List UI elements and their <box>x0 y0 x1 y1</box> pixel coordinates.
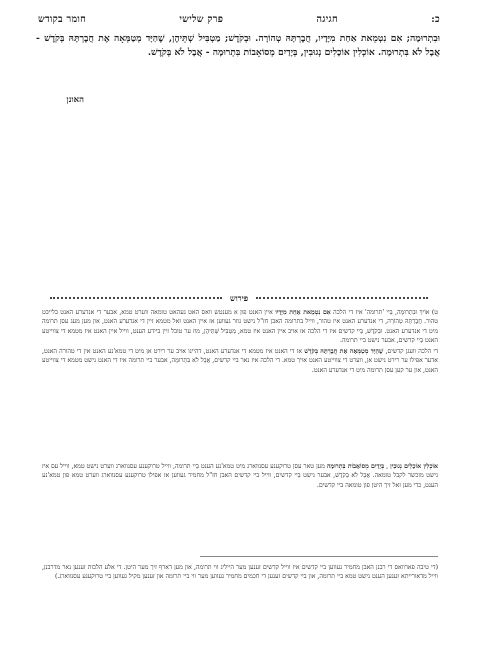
commentary-quote: בְּיָדַיִם מְסוֹאָבוֹת בִּתְרוּמָה <box>326 463 385 470</box>
footnote-text: (די טיבה פארוואס די רבנן האבן מחמיר געווען ביי קדשים איז ווייל קדשים זענען מער הייליג ווי תרומה, און מען דארף זיך מער היטן. די אלע הלכות זענען נאר מדרבנן, ווייל מדאורייתא זענען הענט נישט טמא ביי תרומה, און ביי קדשים זענען די חכמים מחמיר געווען מער ווי ביי תרומה און זענען מקיל געווען ביי טרוקענע עסנווארג.) <box>42 564 438 581</box>
commentary-block-1 <box>42 308 438 377</box>
commentary-divider <box>50 293 428 302</box>
commentary-paragraph: אוֹכְלִין אוֹכָלִים נְגוּבִין , בְּיָדַיִם מְסוֹאָבוֹת בִּתְרוּמָה מען טאר עסן טרוקענע עסנווארג מיט טמא'נע הענט בַּיי תרומה, ווייל טרוקענע עסנווארג ווערט נישט טמא, ווייל עס איז נישט מוכשר לקבל טומאה. אֲבָל לֹא בְּקֹדֶשׁ, אבער נישט בַּיי קדשים, ווייל ביי קדשים האבן חז"ל מחמיר געווען אז אפילו טרוקענע עסנווארג ווערט טמא פון טמא'נע הענט, כדי מען זאל זיך היטן פון טומאה ביי קדשים. <box>42 463 439 489</box>
footnote-rule <box>200 556 438 557</box>
commentary-body: איין האנט פון א מענטש וואס האט געהאט טומאה ווערט טמא, אבער די אנדערע האנט בלייבט טהור. חֲבֶרְתָּהּ טְהוֹרָה, די אנדערע האנט איז טהור, ווייל בתרומה האבן חז"ל נישט גוזר געווען אז איין האנט זאל מטמא זיין די אנדערע האנט, און מען מעג עסן תרומה מיט די אנדערע האנט. וּבְקֹדֶשׁ, בַּיי קדשים איז די הלכה אז אויב איין האנט איז טמא, מַטְבִּיל שְׁתֵּיהֶן, מוז ער טובל זיין ביידע הענט, ווייל איין האנט איז מטמא די צווייטע האנט בַּיי קדשים, אבער נישט ביי תרומה. <box>42 309 438 344</box>
commentary-body: מען טאר עסן טרוקענע עסנווארג מיט טמא'נע הענט בַּיי תרומה, ווייל טרוקענע עסנווארג ווערט נישט טמא, ווייל עס איז נישט מוכשר לקבל טומאה. אֲבָל לֹא בְּקֹדֶשׁ, אבער נישט בַּיי קדשים, ווייל ביי קדשים האבן חז"ל מחמיר געווען אז אפילו טרוקענע עסנווארג ווערט טמא פון טמא'נע הענט, כדי מען זאל זיך היטן פון טומאה ביי קדשים. <box>42 463 438 489</box>
commentary-block-2 <box>42 462 438 492</box>
commentary-title: פירוש <box>229 292 249 303</box>
divider-line-left <box>50 297 222 299</box>
commentary-head: די הלכה וועגן קדשים, <box>385 348 439 356</box>
commentary-quote: אִם נִטְמֵאת אַחַת מִיָּדָיו <box>275 309 331 316</box>
header-tractate: חגיגה <box>316 13 338 25</box>
commentary-body: אז די האנט איז מטמא די אנדערע האנט, דהיינו אויב ער רירט אן מיט די טמא'נע האנט אין די טהורה האנט, אדער אפילו ער רירט נישט אן, ווערט די צווייטע האנט אויך טמא. די הלכה איז נאר ביי קדשים, אֲבָל לֹא בִּתְרוּמָה, אבער ביי תרומה איז די האנט נישט מטמא די צווייטע האנט, און ער קען עסן תרומה מיט די אנדערע האנט. <box>42 348 438 374</box>
header-folio: כ: <box>431 13 440 25</box>
mishnah-text <box>36 32 440 59</box>
commentary-quote: אוֹכְלִין אוֹכָלִים נְגוּבִין <box>390 463 439 470</box>
commentary-paragraph <box>42 308 438 345</box>
commentary-paragraph <box>42 347 438 375</box>
mishnah-line: וּבִתְרוּמָה; אִם נִטְמֵאת אַחַת מִיָּדָיו, חֲבֶרְתָּהּ טְהוֹרָה. וּבְקֹדֶשׁ; מַטְבִּיל שְׁתֵּיהֶן, שֶׁהַיָּד מְטַמְּאָה אֶת חֲבֶרְתָּהּ בְּקֹדֶשׁ - אֲבָל לֹא בִּתְרוּמָה. אוֹכְלִין אוֹכָלִים נְגוּבִין, בְּיָדַיִם מְסוֹאָבוֹת בִּתְרוּמָה - אֲבָל לֹא בְּקֹדֶשׁ. <box>36 33 440 58</box>
page-header <box>38 12 440 26</box>
header-title: חומר בקודש <box>37 13 87 25</box>
footnote-block <box>42 563 438 584</box>
header-chapter: פרק שלישי <box>179 13 224 25</box>
commentary-head: ט) אוֹיךְ וּבִתְרוּמָה, בַּיי 'תרומה' איז די הלכה <box>333 309 439 316</box>
section-end-label: האונן <box>66 95 84 105</box>
commentary-quote: שֶׁהַיָּד מְטַמְּאָה אֶת חֲבֶרְתָּהּ בְּקֹדֶשׁ <box>304 348 384 356</box>
divider-line-right <box>256 297 428 299</box>
